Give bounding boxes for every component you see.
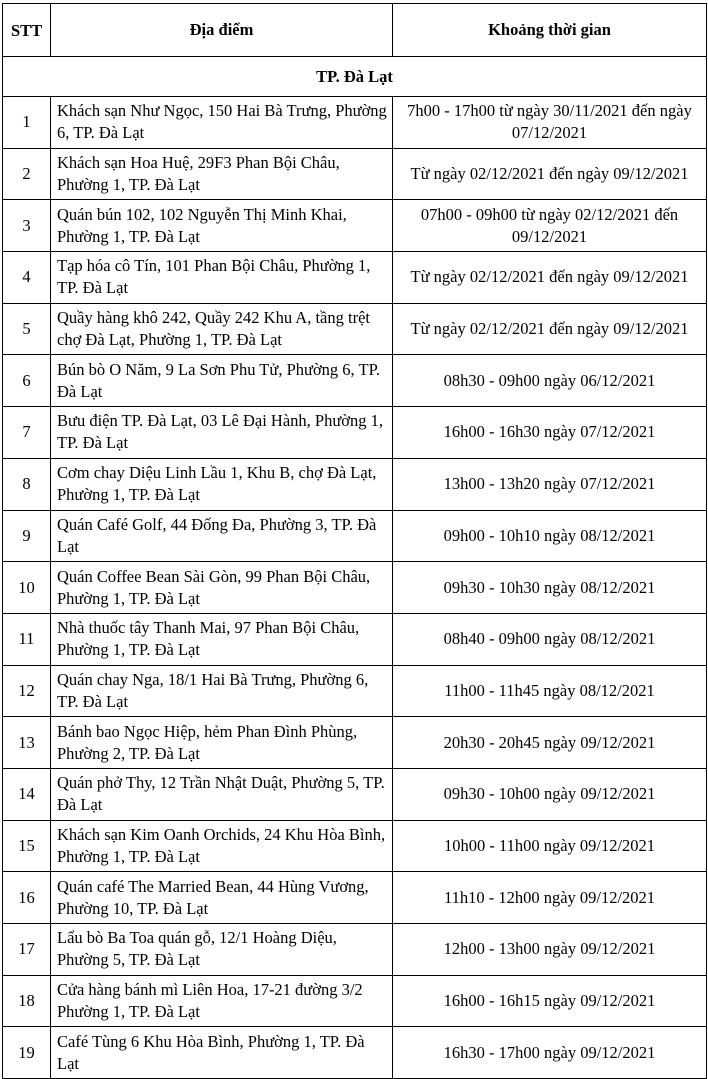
row-location-cell: Tạp hóa cô Tín, 101 Phan Bội Châu, Phường 1, TP. Đà Lạt: [51, 252, 393, 304]
row-location-cell: Quầy hàng khô 242, Quầy 242 Khu A, tầng trệt chợ Đà Lạt, Phường 1, TP. Đà Lạt: [51, 303, 393, 355]
row-time-cell: Từ ngày 02/12/2021 đến ngày 09/12/2021: [393, 303, 707, 355]
row-location-cell: Bún bò O Năm, 9 La Sơn Phu Tử, Phường 6, TP. Đà Lạt: [51, 355, 393, 407]
row-time-cell: 11h00 - 11h45 ngày 08/12/2021: [393, 665, 707, 717]
row-time-cell: 13h00 - 13h20 ngày 07/12/2021: [393, 458, 707, 510]
row-location-cell: Quán Coffee Bean Sài Gòn, 99 Phan Bội Châu, Phường 1, TP. Đà Lạt: [51, 562, 393, 614]
row-stt-cell: 2: [3, 148, 51, 200]
row-time-cell: 08h40 - 09h00 ngày 08/12/2021: [393, 613, 707, 665]
row-stt-cell: 16: [3, 872, 51, 924]
table-row: [3, 148, 707, 200]
row-location-cell: Cửa hàng bánh mì Liên Hoa, 17-21 đường 3/2 Phường 1, TP. Đà Lạt: [51, 975, 393, 1027]
row-location-cell: Nhà thuốc tây Thanh Mai, 97 Phan Bội Châu, Phường 1, TP. Đà Lạt: [51, 613, 393, 665]
row-time-cell: 09h30 - 10h30 ngày 08/12/2021: [393, 562, 707, 614]
row-time-cell: 09h30 - 10h00 ngày 09/12/2021: [393, 768, 707, 820]
row-stt-cell: 12: [3, 665, 51, 717]
row-location-cell: Lẩu bò Ba Toa quán gỗ, 12/1 Hoàng Diệu, Phường 5, TP. Đà Lạt: [51, 924, 393, 976]
group-title: TP. Đà Lạt: [3, 57, 707, 97]
table-row: [3, 355, 707, 407]
row-time-cell: 09h00 - 10h10 ngày 08/12/2021: [393, 510, 707, 562]
table-row: [3, 458, 707, 510]
row-stt-cell: 19: [3, 1027, 51, 1079]
row-stt-cell: 1: [3, 97, 51, 149]
table-row: [3, 407, 707, 459]
row-location-cell: Cơm chay Diệu Linh Lầu 1, Khu B, chợ Đà Lạt, Phường 1, TP. Đà Lạt: [51, 458, 393, 510]
row-stt-cell: 4: [3, 252, 51, 304]
header-stt: STT: [3, 4, 51, 57]
row-location-cell: Bưu điện TP. Đà Lạt, 03 Lê Đại Hành, Phường 1, TP. Đà Lạt: [51, 407, 393, 459]
row-location-cell: Quán chay Nga, 18/1 Hai Bà Trưng, Phường 6, TP. Đà Lạt: [51, 665, 393, 717]
table-row: [3, 510, 707, 562]
table-row: [3, 562, 707, 614]
row-time-cell: Từ ngày 02/12/2021 đến ngày 09/12/2021: [393, 148, 707, 200]
table-row: [3, 665, 707, 717]
header-location: Địa điểm: [51, 4, 393, 57]
row-location-cell: Café Tùng 6 Khu Hòa Bình, Phường 1, TP. Đà Lạt: [51, 1027, 393, 1079]
row-stt-cell: 9: [3, 510, 51, 562]
row-stt-cell: 15: [3, 820, 51, 872]
row-stt-cell: 6: [3, 355, 51, 407]
row-time-cell: 20h30 - 20h45 ngày 09/12/2021: [393, 717, 707, 769]
row-time-cell: Từ ngày 02/12/2021 đến ngày 09/12/2021: [393, 252, 707, 304]
row-time-cell: 16h00 - 16h30 ngày 07/12/2021: [393, 407, 707, 459]
row-stt-cell: 13: [3, 717, 51, 769]
row-location-cell: Bánh bao Ngọc Hiệp, hẻm Phan Đình Phùng, Phường 2, TP. Đà Lạt: [51, 717, 393, 769]
row-time-cell: 11h10 - 12h00 ngày 09/12/2021: [393, 872, 707, 924]
row-time-cell: 16h00 - 16h15 ngày 09/12/2021: [393, 975, 707, 1027]
table-row: [3, 252, 707, 304]
table-row: [3, 303, 707, 355]
row-time-cell: 16h30 - 17h00 ngày 09/12/2021: [393, 1027, 707, 1079]
row-time-cell: 08h30 - 09h00 ngày 06/12/2021: [393, 355, 707, 407]
table-header-row: [3, 4, 707, 57]
row-time-cell: 7h00 - 17h00 từ ngày 30/11/2021 đến ngày 07/12/2021: [393, 97, 707, 149]
row-stt-cell: 10: [3, 562, 51, 614]
table-row: [3, 872, 707, 924]
table-body: [3, 57, 707, 1079]
row-time-cell: 10h00 - 11h00 ngày 09/12/2021: [393, 820, 707, 872]
row-stt-cell: 18: [3, 975, 51, 1027]
locations-table: [2, 3, 707, 1079]
row-stt-cell: 14: [3, 768, 51, 820]
row-stt-cell: 5: [3, 303, 51, 355]
row-stt-cell: 7: [3, 407, 51, 459]
row-location-cell: Khách sạn Như Ngọc, 150 Hai Bà Trưng, Phường 6, TP. Đà Lạt: [51, 97, 393, 149]
row-stt-cell: 11: [3, 613, 51, 665]
row-location-cell: Quán Café Golf, 44 Đống Đa, Phường 3, TP. Đà Lạt: [51, 510, 393, 562]
row-location-cell: Khách sạn Kim Oanh Orchids, 24 Khu Hòa Bình, Phường 1, TP. Đà Lạt: [51, 820, 393, 872]
table-row: [3, 717, 707, 769]
row-stt-cell: 17: [3, 924, 51, 976]
row-location-cell: Quán phở Thy, 12 Trần Nhật Duật, Phường 5, TP. Đà Lạt: [51, 768, 393, 820]
table-row: [3, 613, 707, 665]
table-row: [3, 820, 707, 872]
row-time-cell: 07h00 - 09h00 từ ngày 02/12/2021 đến 09/12/2021: [393, 200, 707, 252]
row-location-cell: Quán café The Married Bean, 44 Hùng Vương, Phường 10, TP. Đà Lạt: [51, 872, 393, 924]
row-location-cell: Quán bún 102, 102 Nguyễn Thị Minh Khai, Phường 1, TP. Đà Lạt: [51, 200, 393, 252]
table-row: [3, 97, 707, 149]
header-time: Khoảng thời gian: [393, 4, 707, 57]
row-stt-cell: 3: [3, 200, 51, 252]
group-row: [3, 57, 707, 97]
table-row: [3, 768, 707, 820]
table-row: [3, 975, 707, 1027]
table-row: [3, 924, 707, 976]
row-location-cell: Khách sạn Hoa Huệ, 29F3 Phan Bội Châu, Phường 1, TP. Đà Lạt: [51, 148, 393, 200]
row-time-cell: 12h00 - 13h00 ngày 09/12/2021: [393, 924, 707, 976]
row-stt-cell: 8: [3, 458, 51, 510]
table-row: [3, 200, 707, 252]
table-row: [3, 1027, 707, 1079]
